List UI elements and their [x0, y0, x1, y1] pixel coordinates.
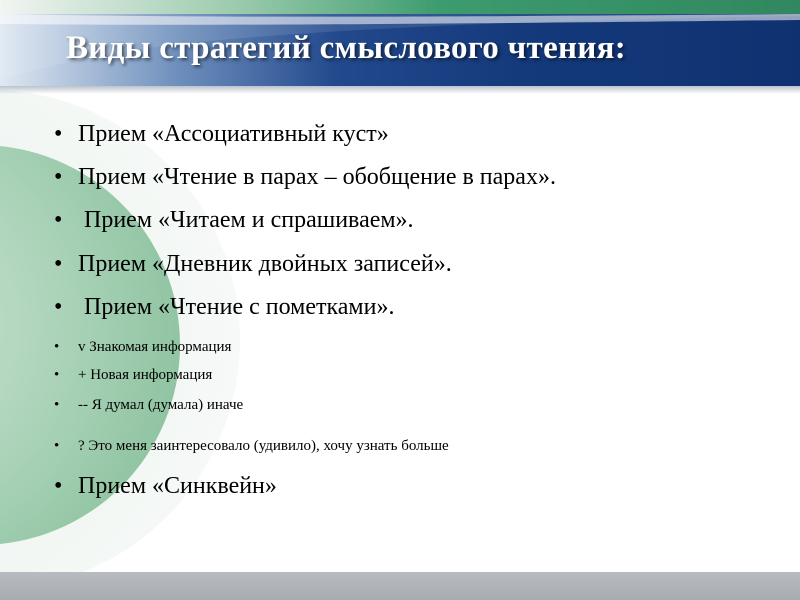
list-item-text: Прием «Чтение с пометками». [78, 294, 395, 320]
bullet-dot: • [54, 367, 60, 383]
bullet-dot: • [54, 473, 63, 499]
list-item [54, 294, 394, 321]
bullet-dot: • [54, 397, 60, 413]
bullet-dot: • [54, 164, 63, 190]
list-item-text: v Знакомая информация [78, 339, 232, 355]
list-item-text: ? Это меня заинтересовало (удивило), хочу узнать больше [78, 438, 449, 454]
bullet-dot: • [54, 339, 60, 355]
footer-bar [0, 572, 800, 600]
list-item [54, 473, 277, 500]
list-item-text: Прием «Чтение в парах – обобщение в парах». [78, 164, 556, 190]
list-item [54, 438, 449, 455]
list-item [54, 164, 556, 191]
list-item-text: Прием «Синквейн» [78, 473, 277, 499]
bullet-dot: • [54, 207, 63, 233]
list-item-text: Прием «Ассоциативный куст» [78, 121, 389, 147]
bullet-dot: • [54, 251, 63, 277]
bullet-dot: • [54, 294, 63, 320]
list-item-text: Прием «Читаем и спрашиваем». [78, 207, 414, 233]
list-item-text: + Новая информация [78, 367, 213, 383]
bullet-dot: • [54, 121, 63, 147]
list-item-text: -- Я думал (думала) иначе [78, 397, 244, 413]
list-item [54, 339, 231, 356]
list-item [54, 121, 389, 148]
list-item [54, 397, 243, 414]
list-item-text: Прием «Дневник двойных записей». [78, 251, 452, 277]
list-item [54, 367, 212, 384]
list-item [54, 207, 414, 234]
list-item [54, 251, 452, 278]
bullet-dot: • [54, 438, 60, 454]
slide-title: Виды стратегий смыслового чтения: [66, 30, 627, 66]
